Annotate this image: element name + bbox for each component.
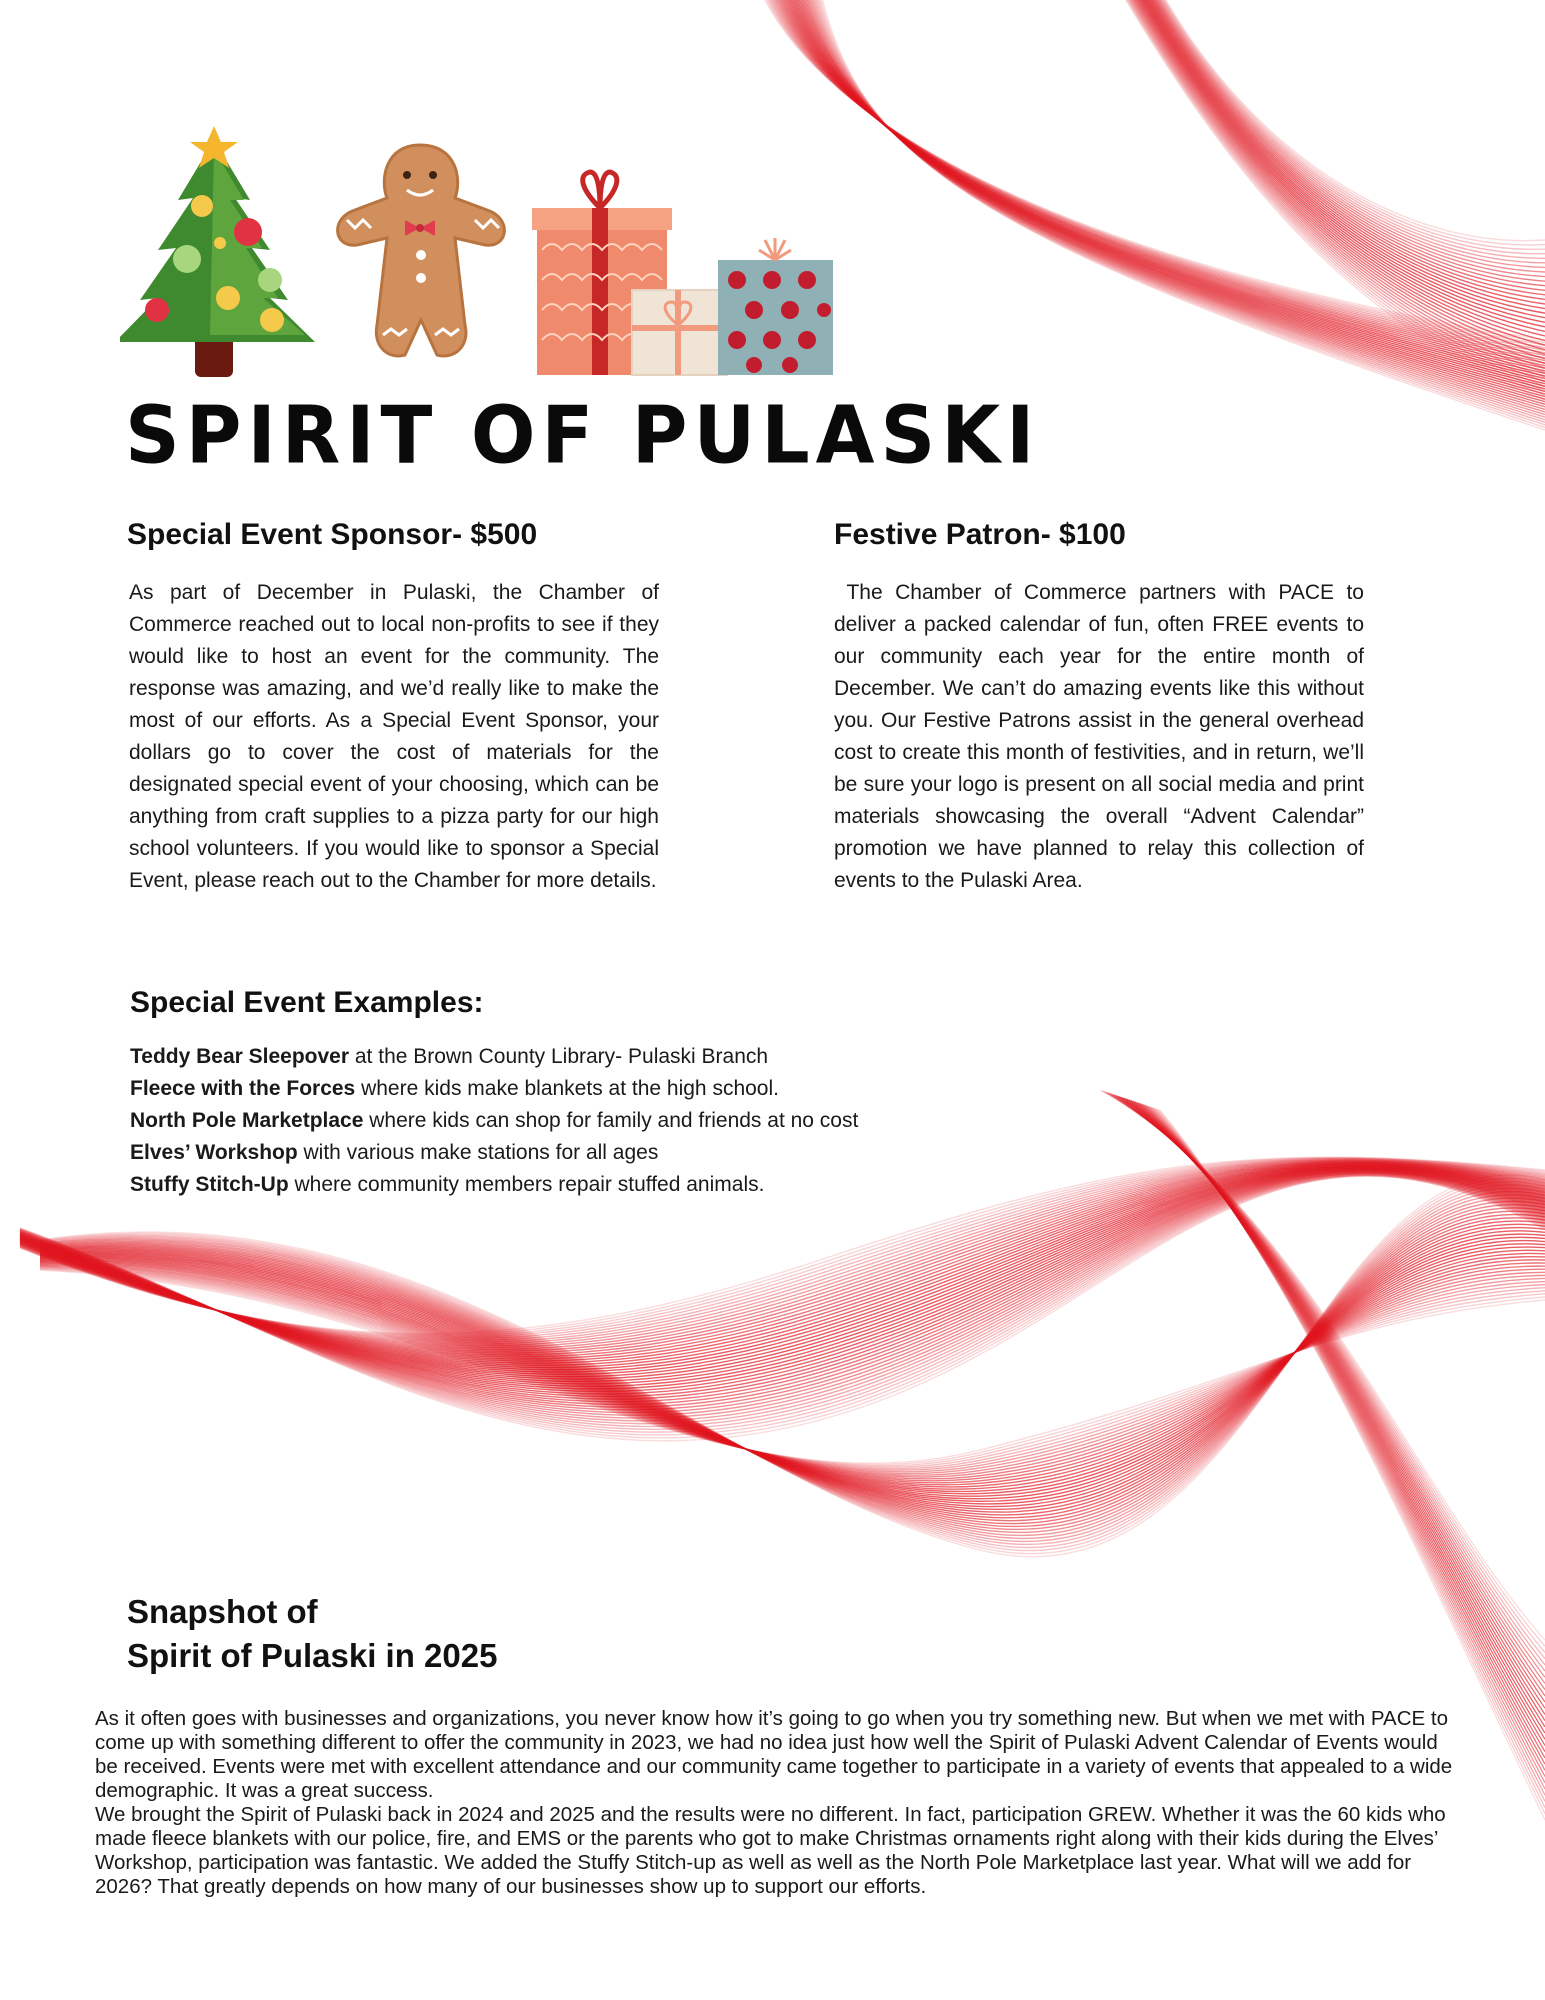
snapshot-heading-line1: Snapshot of [127,1593,318,1630]
list-item [130,1073,1030,1105]
example-description: where kids can shop for family and friends at no cost [363,1109,859,1132]
gingerbread-man-icon [338,145,505,356]
snapshot-body [95,1707,1455,1899]
gift-box-icon [532,172,833,375]
example-description: with various make stations for all ages [297,1141,659,1164]
examples-list [130,1041,1030,1201]
middle-ribbon [20,1157,1545,1557]
christmas-tree-icon [120,126,315,377]
snapshot-heading-line2: Spirit of Pulaski in 2025 [127,1637,498,1674]
sponsor-description: As part of December in Pulaski, the Chamber of Commerce reached out to local non-profits to see if they would like to host an event for the community. The response was amazing, and we’d really like to make the most of our efforts. As a Special Event Sponsor, your dollars go to cover the cost of materials for the designated special event of your choosing, which can be anything from craft supplies to a pizza party for our high school volunteers. If you would like to sponsor a Special Event, please reach out to the Chamber for more details. [129,581,659,892]
example-name: North Pole Marketplace [130,1109,364,1132]
example-description: at the Brown County Library- Pulaski Branch [349,1045,769,1068]
list-item [130,1169,1030,1201]
example-name: Fleece with the Forces [130,1077,356,1100]
example-name: Elves’ Workshop [130,1141,298,1164]
page-title: SPIRIT OF PULASKI [125,387,1041,482]
snapshot-paragraph-1: As it often goes with businesses and organizations, you never know how it’s going to go when you try something new. But when we met with PACE to come up with something different to offer the community in 2023, we had no idea just how well the Spirit of Pulaski Advent Calendar of Events would be received. Events were met with excellent attendance and our community came together to participate in a variety of events that appealed to a wide demographic. It was a great success. [95,1707,1453,1802]
christmas-illustrations [120,120,860,385]
patron-heading: Festive Patron- $100 [834,518,1126,551]
example-description: where community members repair stuffed animals. [288,1173,765,1196]
snapshot-paragraph-2: We brought the Spirit of Pulaski back in 2024 and 2025 and the results were no different. In fact, participation GREW. Whether it was the 60 kids who made fleece blankets with our police, fire, and EMS or the parents who got to make Christmas ornaments right along with their kids during the Elves’ Workshop, participation was fantastic. We added the Stuffy Stitch-up as well as well as the North Pole Marketplace last year. What will we add for 2026? That greatly depends on how many of our businesses show up to support our efforts. [95,1803,1446,1898]
top-right-ribbon [760,0,1545,430]
example-description: where kids make blankets at the high school. [355,1077,779,1100]
patron-description: The Chamber of Commerce partners with PACE to deliver a packed calendar of fun, often FREE events to our community each year for the entire month of December. We can’t do amazing events like this without you. Our Festive Patrons assist in the general overhead cost to create this month of festivities, and in return, we’ll be sure your logo is present on all social media and print materials showcasing the overall “Advent Calendar” promotion we have planned to relay this collection of events to the Pulaski Area. [834,581,1370,892]
examples-heading: Special Event Examples: [130,986,484,1019]
list-item [130,1105,1030,1137]
snapshot-heading [127,1590,497,1678]
sponsor-heading: Special Event Sponsor- $500 [127,518,538,551]
example-name: Teddy Bear Sleepover [130,1045,350,1068]
example-name: Stuffy Stitch-Up [130,1173,289,1196]
list-item [130,1137,1030,1169]
list-item [130,1041,1030,1073]
